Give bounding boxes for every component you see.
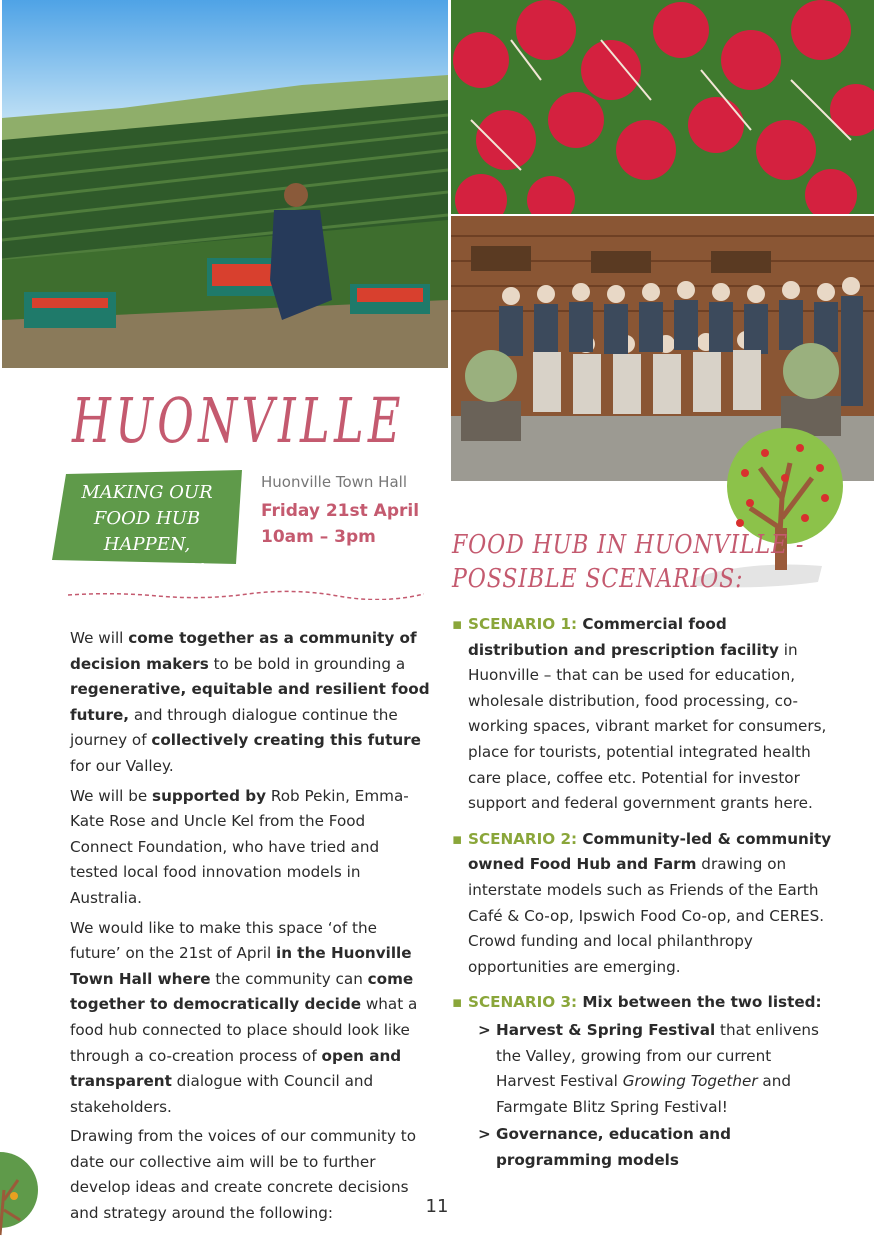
bold-text: come together as a community of decision makers: [70, 629, 417, 673]
badge-line: FOOD HUB HAPPEN,: [93, 508, 201, 555]
paragraph: [70, 916, 430, 1121]
bold-text: Harvest & Spring Festival: [496, 1020, 716, 1039]
text: We would like to make this space ‘of the future’ on the 21st of April: [70, 918, 377, 963]
text: that enlivens the Valley, growing from our current Harvest Festival: [496, 1020, 819, 1091]
wavy-divider: [68, 590, 424, 600]
intro-text: [70, 626, 430, 1231]
tagline-badge: [52, 470, 242, 581]
badge-line: TOGETHER!: [89, 560, 205, 581]
bullet-icon: ▪: [452, 829, 463, 848]
scenario-item: [452, 990, 832, 1173]
scenarios-heading: [452, 528, 804, 596]
bold-text: supported by: [152, 786, 267, 805]
heading-line: FOOD HUB IN HUONVILLE -: [452, 530, 805, 560]
heading-line: POSSIBLE SCENARIOS:: [452, 564, 744, 594]
page-number: 11: [425, 1196, 449, 1217]
bold-text: Governance, education and programming models: [496, 1125, 731, 1169]
paragraph: [70, 626, 430, 780]
text: We will: [70, 629, 129, 647]
event-date: Friday 21st April: [261, 501, 420, 521]
scenario-label: SCENARIO 2:: [468, 829, 578, 848]
bold-text: open and transparent: [70, 1046, 402, 1091]
radish-photo: [451, 0, 874, 214]
scenario-item: [452, 827, 832, 981]
text: dialogue with Council and stakeholders.: [70, 1072, 374, 1116]
scenario-label: SCENARIO 3:: [468, 993, 578, 1012]
sub-item: [468, 1018, 832, 1120]
bold-text: Commercial food distribution and prescription facility: [468, 615, 779, 659]
text: drawing on interstate models such as Friends of the Earth Café & Co-op, Ipswich Food Co-op, and CERES. Crowd funding and local philanthropy opportunities are emerging.: [468, 855, 825, 976]
text: and Farmgate Blitz Spring Festival!: [496, 1072, 791, 1116]
scenarios-list: [452, 612, 832, 1183]
bold-text: Community-led & community owned Food Hub and Farm: [468, 829, 832, 874]
arrow-icon: >: [478, 1020, 491, 1039]
italic-text: Growing Together: [622, 1072, 758, 1091]
corner-tree-icon: [0, 1140, 40, 1240]
badge-line: MAKING OUR: [81, 482, 213, 503]
text: the community can: [210, 969, 368, 988]
farm-photo: [2, 0, 448, 368]
bold-text: come together to democratically decide: [70, 969, 414, 1014]
text: Rob Pekin, Emma-Kate Rose and Uncle Kel from the Food Connect Foundation, who have tried and tested local food innovation models in Australia.: [70, 786, 409, 907]
bold-text: collectively creating this future: [151, 731, 421, 750]
page-title: HUONVILLE: [72, 384, 405, 457]
scenario-label: SCENARIO 1:: [468, 615, 578, 633]
bold-text: in the Huonville Town Hall where: [70, 944, 412, 988]
bullet-icon: ▪: [452, 993, 463, 1012]
text: We will be: [70, 786, 153, 805]
text: what a food hub connected to place should look like through a co-creation process of: [70, 995, 418, 1065]
text: for our Valley.: [70, 756, 174, 775]
paragraph: [70, 784, 430, 912]
text: in Huonville – that can be used for education, wholesale distribution, food processing, co-working spaces, vibrant market for consumers, place for tourists, potential integrated health care place, coffee etc. Potential for investor support and federal government grants here.: [468, 640, 827, 813]
text: to be bold in grounding a: [208, 654, 406, 673]
bold-text: regenerative, equitable and resilient food future,: [70, 680, 430, 724]
bold-text: Mix between the two listed:: [577, 993, 822, 1012]
paragraph: Drawing from the voices of our community to date our collective aim will be to further develop ideas and create concrete decisions and strategy around the following:: [70, 1127, 417, 1223]
event-venue: Huonville Town Hall: [261, 473, 407, 491]
scenario-item: [452, 612, 832, 817]
arrow-icon: >: [478, 1125, 491, 1144]
text: and through dialogue continue the journey of: [70, 705, 398, 750]
bullet-icon: ▪: [452, 615, 463, 633]
event-time: 10am – 3pm: [261, 527, 376, 547]
sub-item: [468, 1122, 832, 1173]
